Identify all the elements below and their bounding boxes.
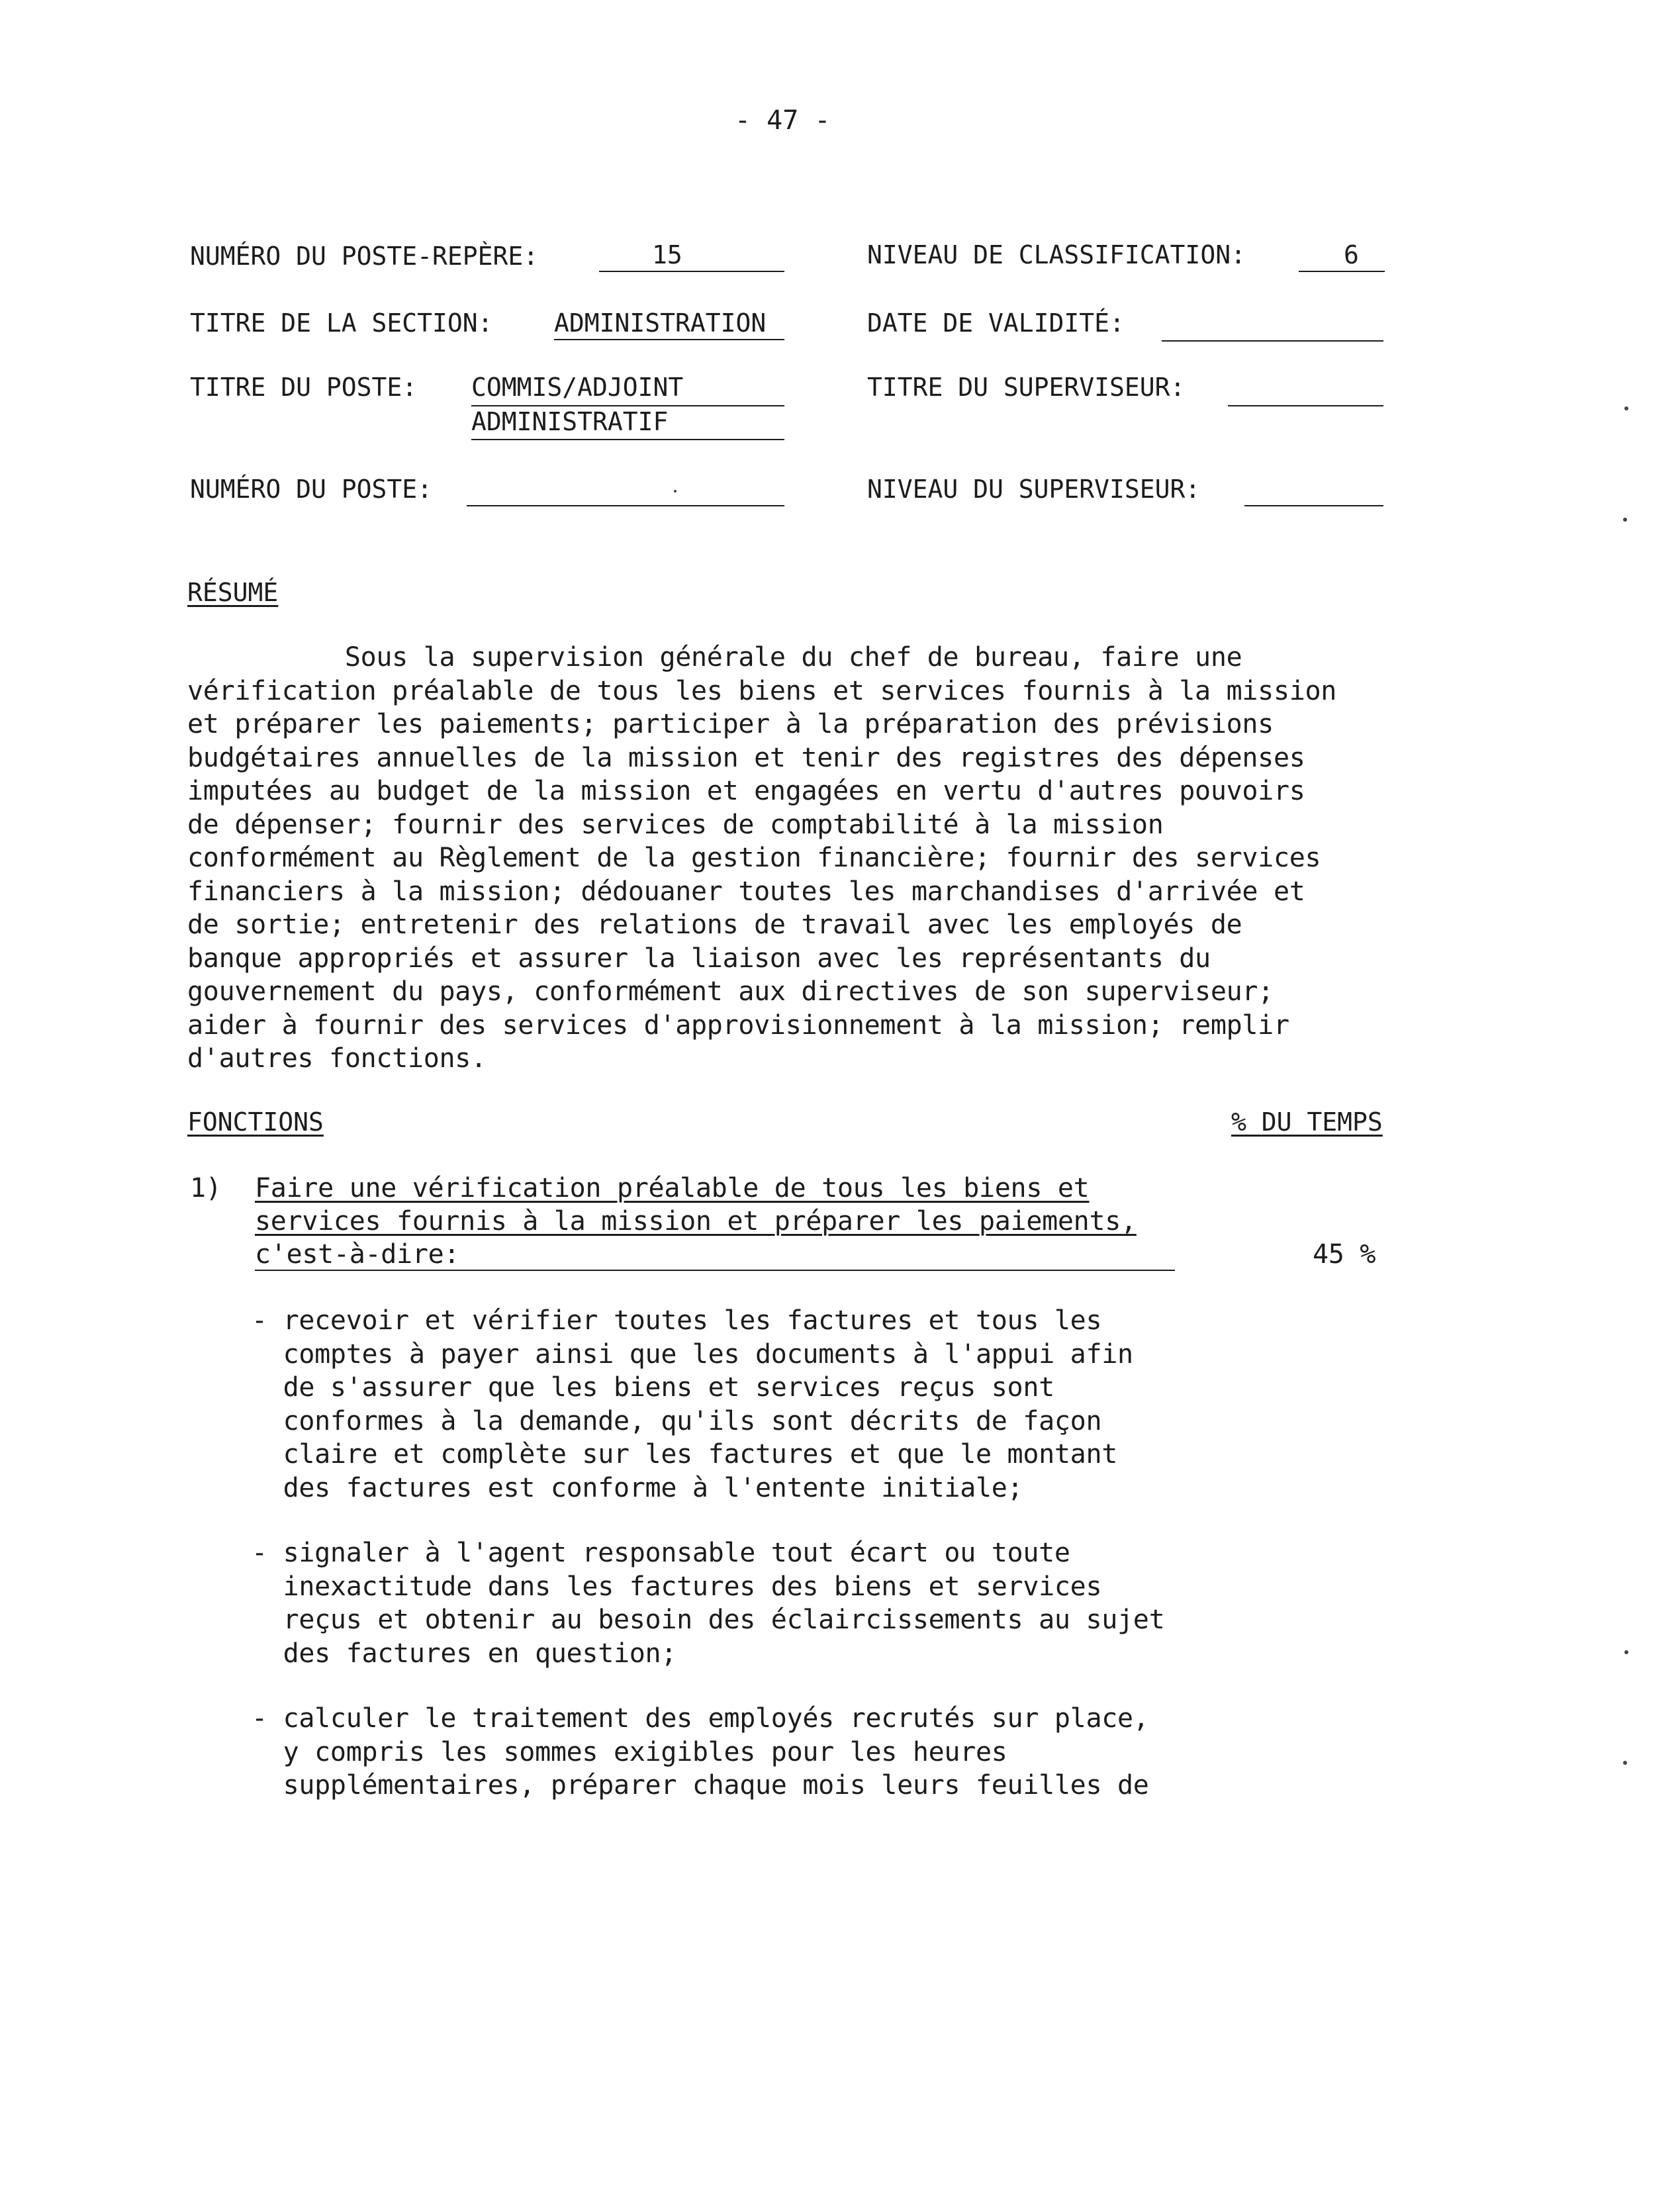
summary-heading: RÉSUMÉ	[187, 578, 279, 607]
bullet-line: - recevoir et vérifier toutes les factures et tous les	[252, 1305, 1102, 1336]
item-number: 1)	[190, 1173, 222, 1203]
scan-speck	[1623, 518, 1627, 522]
scan-speck	[1623, 1761, 1627, 1765]
item-title-line2: services fournis à la mission et préparer les paiements,	[255, 1206, 1137, 1237]
bullet-line: conformes à la demande, qu'ils sont décrits de façon	[252, 1405, 1102, 1436]
position-title-label: TITRE DU POSTE:	[190, 373, 418, 402]
bullet-line: reçus et obtenir au besoin des éclaircissements au sujet	[252, 1605, 1165, 1635]
scan-speck	[1624, 406, 1628, 410]
supervisor-level-label: NIVEAU DU SUPERVISEUR:	[867, 475, 1201, 504]
summary-line: Sous la supervision générale du chef de bureau, faire une	[187, 642, 1242, 673]
summary-line: vérification préalable de tous les biens et services fournis à la mission	[187, 675, 1337, 706]
validity-label: DATE DE VALIDITÉ:	[867, 308, 1125, 338]
bullet-line: - calculer le traitement des employés recrutés sur place,	[252, 1703, 1149, 1734]
scan-speck	[1624, 1650, 1628, 1654]
bullet-line: inexactitude dans les factures des biens et services	[252, 1571, 1102, 1602]
bullet-line: des factures en question;	[252, 1638, 677, 1669]
item-percent: 45 %	[1313, 1239, 1376, 1270]
bullet-line: de s'assurer que les biens et services reçus sont	[252, 1372, 1054, 1403]
validity-underline	[1162, 340, 1383, 342]
supervisor-title-underline	[1228, 405, 1383, 406]
page-number: - 47 -	[735, 105, 831, 136]
summary-line: banque appropriés et assurer la liaison avec les représentants du	[187, 943, 1211, 974]
classification-label: NIVEAU DE CLASSIFICATION:	[867, 240, 1246, 269]
summary-line: conformément au Règlement de la gestion financière; fournir des services	[187, 843, 1321, 873]
benchmark-value: 15	[652, 240, 682, 269]
position-number-label: NUMÉRO DU POSTE:	[190, 475, 433, 504]
benchmark-underline	[599, 271, 784, 272]
bullet-line: comptes à payer ainsi que les documents à l'appui afin	[252, 1338, 1133, 1370]
bullet-line: y compris les sommes exigibles pour les heures	[252, 1736, 1007, 1767]
bullet-line: des factures est conforme à l'entente initiale;	[252, 1472, 1023, 1503]
item-title-line3: c'est-à-dire:	[255, 1239, 460, 1270]
summary-line: aider à fournir des services d'approvisionnement à la mission; remplir	[187, 1009, 1289, 1041]
position-title-underline-2	[471, 439, 784, 440]
summary-line: imputées au budget de la mission et engagées en vertu d'autres pouvoirs	[187, 776, 1305, 806]
item-title-underline-3	[255, 1270, 1175, 1271]
bullet-line: claire et complète sur les factures et que le montant	[252, 1439, 1118, 1470]
summary-line: d'autres fonctions.	[187, 1043, 487, 1074]
supervisor-level-underline	[1244, 505, 1383, 506]
functions-heading: FONCTIONS	[187, 1107, 324, 1137]
position-number-underline	[467, 505, 784, 506]
summary-line: budgétaires annuelles de la mission et tenir des registres des dépenses	[187, 742, 1305, 773]
summary-line: et préparer les paiements; participer à la préparation des prévisions	[187, 709, 1274, 739]
section-label: TITRE DE LA SECTION:	[190, 308, 493, 338]
section-underline	[554, 339, 784, 340]
classification-value: 6	[1344, 240, 1359, 269]
scan-speck	[674, 490, 677, 492]
benchmark-label: NUMÉRO DU POSTE-REPÈRE:	[190, 242, 539, 271]
time-heading: % DU TEMPS	[1231, 1107, 1383, 1137]
position-title-line1: COMMIS/ADJOINT	[471, 373, 684, 402]
section-value: ADMINISTRATION	[554, 308, 767, 338]
classification-underline	[1299, 271, 1385, 272]
summary-line: de sortie; entretenir des relations de travail avec les employés de	[187, 910, 1242, 940]
position-title-line2: ADMINISTRATIF	[471, 407, 669, 436]
supervisor-title-label: TITRE DU SUPERVISEUR:	[867, 373, 1186, 402]
summary-line: de dépenser; fournir des services de comptabilité à la mission	[187, 809, 1164, 840]
bullet-line: supplémentaires, préparer chaque mois leurs feuilles de	[252, 1770, 1149, 1801]
bullet-line: - signaler à l'agent responsable tout écart ou toute	[252, 1538, 1070, 1568]
summary-line: gouvernement du pays, conformément aux directives de son superviseur;	[187, 976, 1274, 1007]
summary-line: financiers à la mission; dédouaner toutes les marchandises d'arrivée et	[187, 876, 1305, 907]
item-title-line1: Faire une vérification préalable de tous les biens et	[255, 1173, 1090, 1203]
